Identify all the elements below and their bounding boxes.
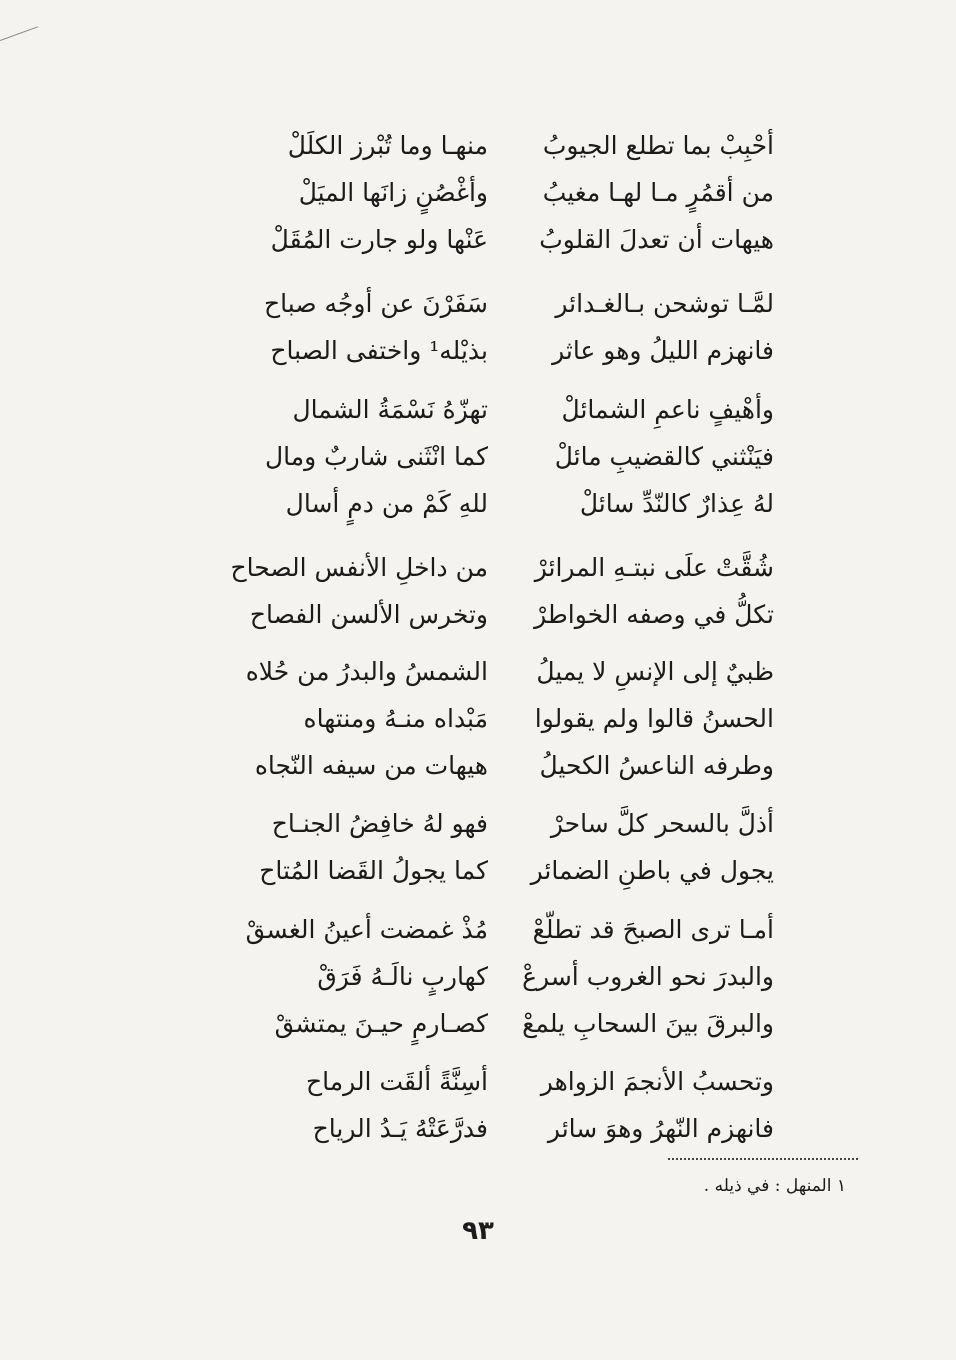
second-hemistich: كما انْثَنى شاربٌ ومال bbox=[264, 442, 488, 471]
page-number: ٩٣ bbox=[462, 1216, 494, 1246]
first-hemistich: وطرفه الناعسُ الكحيلُ bbox=[539, 751, 774, 780]
second-hemistich: مَبْداه منـهُ ومنتهاه bbox=[303, 704, 488, 733]
second-hemistich: بذيْله¹ واختفى الصباح bbox=[270, 336, 488, 365]
second-hemistich: وأغْصُنٍ زانَها الميَلْ bbox=[298, 178, 488, 207]
stanza bbox=[0, 648, 956, 789]
first-hemistich: من أقمُرٍ مـا لهـا مغيبُ bbox=[542, 178, 774, 207]
first-hemistich: وأهْيفٍ ناعمِ الشمائلْ bbox=[561, 395, 774, 424]
second-hemistich: من داخلِ الأنفس الصحاح bbox=[230, 553, 488, 582]
first-hemistich: تكلُّ في وصفه الخواطرْ bbox=[534, 600, 774, 629]
second-hemistich: كهاربٍ نالَـهُ فَرَقْ bbox=[317, 962, 488, 991]
first-hemistich: أحْبِبْ بما تطلع الجيوبُ bbox=[542, 131, 774, 160]
first-hemistich: لمَّـا توشحن بـالغـدائر bbox=[555, 289, 774, 318]
stanza bbox=[0, 906, 956, 1047]
scan-mark bbox=[0, 26, 38, 41]
verse-line bbox=[0, 1105, 956, 1152]
first-hemistich: هيهات أن تعدلَ القلوبُ bbox=[539, 225, 774, 254]
stanza bbox=[0, 122, 956, 263]
stanza bbox=[0, 386, 956, 527]
first-hemistich: والبدرَ نحو الغروب أسرعْ bbox=[522, 962, 774, 991]
verse-line bbox=[0, 742, 956, 789]
verse-line bbox=[0, 1058, 956, 1105]
second-hemistich: مُذْ غمضت أعينُ الغسقْ bbox=[245, 915, 488, 944]
first-hemistich: شُقَّتْ علَى نبتـهِ المرائرْ bbox=[534, 553, 774, 582]
verse-line bbox=[0, 386, 956, 433]
verse-line bbox=[0, 169, 956, 216]
verse-line bbox=[0, 433, 956, 480]
second-hemistich: سَفَرْنَ عن أوجُه صباح bbox=[264, 289, 488, 318]
second-hemistich: فهو لهُ خافِضُ الجنـاح bbox=[271, 809, 488, 838]
verse-line bbox=[0, 847, 956, 894]
first-hemistich: أمـا ترى الصبحَ قد تطلّعْ bbox=[532, 915, 774, 944]
second-hemistich: منهـا وما تُبْرز الكلَلْ bbox=[287, 131, 488, 160]
second-hemistich: هيهات من سيفه النّجاه bbox=[254, 751, 488, 780]
first-hemistich: فانهزم الليلُ وهو عاثر bbox=[552, 336, 774, 365]
first-hemistich: وتحسبُ الأنجمَ الزواهر bbox=[540, 1067, 774, 1096]
second-hemistich: فدرَّعَتْهُ يَـدُ الرياح bbox=[312, 1114, 488, 1143]
verse-line bbox=[0, 327, 956, 374]
verse-line bbox=[0, 544, 956, 591]
stanza bbox=[0, 1058, 956, 1152]
verse-line bbox=[0, 800, 956, 847]
second-hemistich: كصـارمٍ حيـنَ يمتشقْ bbox=[274, 1009, 488, 1038]
verse-line bbox=[0, 591, 956, 638]
verse-line bbox=[0, 953, 956, 1000]
second-hemistich: أسِنَّةً ألقَت الرماح bbox=[306, 1067, 488, 1096]
first-hemistich: فانهزم النّهرُ وهوَ سائر bbox=[547, 1114, 774, 1143]
first-hemistich: لهُ عِذارٌ كالنّدِّ سائلْ bbox=[579, 489, 774, 518]
verse-line bbox=[0, 906, 956, 953]
stanza bbox=[0, 800, 956, 894]
footnote: ١ المنهل : في ذيله . bbox=[703, 1176, 846, 1196]
first-hemistich: يجول في باطنِ الضمائر bbox=[530, 856, 774, 885]
second-hemistich: عَنْها ولو جارت المُقَلْ bbox=[270, 225, 488, 254]
first-hemistich: ظبيٌ إلى الإنسِ لا يميلُ bbox=[536, 657, 774, 686]
second-hemistich: للهِ كَمْ من دمٍ أسال bbox=[285, 489, 488, 518]
footnote-divider bbox=[668, 1158, 858, 1160]
stanza bbox=[0, 280, 956, 374]
verse-line bbox=[0, 695, 956, 742]
second-hemistich: وتخرس الألسن الفصاح bbox=[249, 600, 488, 629]
verse-line bbox=[0, 480, 956, 527]
second-hemistich: كما يجولُ القَضا المُتاح bbox=[259, 856, 488, 885]
verse-line bbox=[0, 648, 956, 695]
verse-line bbox=[0, 122, 956, 169]
stanza bbox=[0, 544, 956, 638]
first-hemistich: والبرقَ بينَ السحابِ يلمعْ bbox=[522, 1009, 774, 1038]
first-hemistich: أذلَّ بالسحر كلَّ ساحرْ bbox=[550, 809, 774, 838]
second-hemistich: الشمسُ والبدرُ من حُلاه bbox=[245, 657, 488, 686]
first-hemistich: فيَنْثني كالقضيبِ مائلْ bbox=[554, 442, 774, 471]
verse-line bbox=[0, 1000, 956, 1047]
verse-line bbox=[0, 216, 956, 263]
first-hemistich: الحسنُ قالوا ولم يقولوا bbox=[534, 704, 774, 733]
verse-line bbox=[0, 280, 956, 327]
second-hemistich: تهزّهُ نَسْمَةُ الشمال bbox=[292, 395, 488, 424]
